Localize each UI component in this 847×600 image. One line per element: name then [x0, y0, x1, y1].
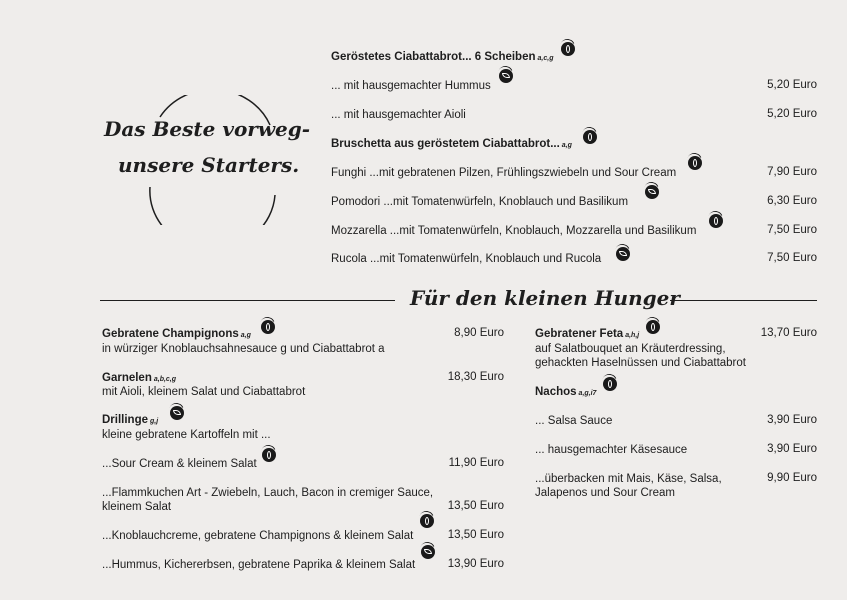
grain-icon — [646, 320, 660, 334]
starter-name: Bruschetta aus geröstetem Ciabattabrot... — [331, 138, 560, 150]
variant-price: 13,90 Euro — [447, 558, 504, 570]
variant-row: ...Flammkuchen Art - Zwiebeln, Lauch, Bacon in cremiger Sauce, — [102, 487, 434, 499]
banner-line-2: unsere Starters. — [118, 153, 300, 177]
grain-icon — [561, 42, 575, 56]
variant-row: ... hausgemachter Käsesauce — [535, 444, 688, 456]
item-title: Drillinge g,j — [102, 414, 159, 426]
starter-price: 5,20 Euro — [767, 108, 817, 120]
variant-price: 11,90 Euro — [448, 457, 504, 469]
variant-price: 3,90 Euro — [767, 443, 817, 455]
starter-name: Pomodori ...mit Tomatenwürfeln, Knoblauch und Basilikum — [331, 196, 629, 208]
item-title: Nachos a,g,i7 — [535, 386, 597, 398]
variant-price: 13,50 Euro — [447, 529, 504, 541]
starter-name: Funghi ...mit gebratenen Pilzen, Frühlingszwiebeln und Sour Cream — [331, 167, 677, 179]
variant-row-line2: kleinem Salat — [102, 501, 172, 513]
vegan-icon — [170, 406, 184, 420]
item-price: 18,30 Euro — [447, 371, 504, 383]
item-description: auf Salatbouquet an Kräuterdressing, — [535, 343, 726, 355]
starter-row — [331, 224, 696, 238]
starter-row — [331, 166, 676, 180]
starter-name: Rucola ...mit Tomatenwürfeln, Knoblauch und Rucola — [331, 253, 602, 265]
starter-row — [331, 79, 491, 93]
starter-row — [331, 195, 628, 209]
item-title: Gebratene Champignons a,g — [102, 328, 251, 340]
vegan-icon — [421, 545, 435, 559]
divider-left — [100, 300, 395, 301]
item-title: Garnelen a,b,c,g — [102, 372, 177, 384]
starter-price: 7,90 Euro — [767, 166, 817, 178]
variant-row: ...überbacken mit Mais, Käse, Salsa, — [535, 473, 722, 485]
variant-row: ... Salsa Sauce — [535, 415, 613, 427]
grain-icon — [688, 156, 702, 170]
variant-price: 3,90 Euro — [767, 414, 817, 426]
starter-row — [331, 108, 466, 122]
starter-allergens: a,c,g — [537, 55, 554, 62]
starter-price: 6,30 Euro — [767, 195, 817, 207]
grain-icon — [583, 130, 597, 144]
item-price: 8,90 Euro — [454, 327, 504, 339]
item-title: Gebratener Feta a,h,j — [535, 328, 640, 340]
vegan-icon — [499, 69, 513, 83]
banner-line-1: Das Beste vorweg- — [104, 117, 311, 141]
variant-row: ...Sour Cream & kleinem Salat — [102, 458, 257, 470]
vegan-icon — [616, 247, 630, 261]
variant-row: ...Hummus, Kichererbsen, gebratene Paprika & kleinem Salat — [102, 559, 416, 571]
item-price: 13,70 Euro — [760, 327, 817, 339]
grain-icon — [262, 448, 276, 462]
item-description: gehackten Haselnüssen und Ciabattabrot — [535, 357, 746, 369]
divider-right — [670, 300, 817, 301]
variant-row: ...Knoblauchcreme, gebratene Champignons & kleinem Salat — [102, 530, 414, 542]
grain-icon — [603, 377, 617, 391]
grain-icon — [261, 320, 275, 334]
starter-allergens: a,g — [561, 142, 572, 149]
starter-name: ... mit hausgemachter Aioli — [331, 109, 466, 121]
starter-name: ... mit hausgemachter Hummus — [331, 80, 491, 92]
starter-price: 7,50 Euro — [767, 252, 817, 264]
starter-row — [331, 252, 601, 266]
variant-price: 13,50 Euro — [447, 500, 504, 512]
variant-row-line2: Jalapenos und Sour Cream — [535, 487, 675, 499]
item-description: mit Aioli, kleinem Salat und Ciabattabrot — [102, 386, 306, 398]
starter-name: Mozzarella ...mit Tomatenwürfeln, Knoblauch, Mozzarella und Basilikum — [331, 225, 697, 237]
grain-icon — [709, 214, 723, 228]
grain-icon — [420, 514, 434, 528]
starter-row — [331, 50, 553, 66]
starter-price: 5,20 Euro — [767, 79, 817, 91]
variant-price: 9,90 Euro — [767, 472, 817, 484]
item-description: kleine gebratene Kartoffeln mit ... — [102, 429, 271, 441]
item-description: in würziger Knoblauchsahnesauce g und Ciabattabrot a — [102, 343, 385, 355]
vegan-icon — [645, 185, 659, 199]
starters-banner — [100, 95, 320, 225]
section-title: Für den kleinen Hunger — [410, 286, 680, 310]
starter-price: 7,50 Euro — [767, 224, 817, 236]
starter-name: Geröstetes Ciabattabrot... 6 Scheiben — [331, 51, 536, 63]
starter-row — [331, 137, 572, 153]
